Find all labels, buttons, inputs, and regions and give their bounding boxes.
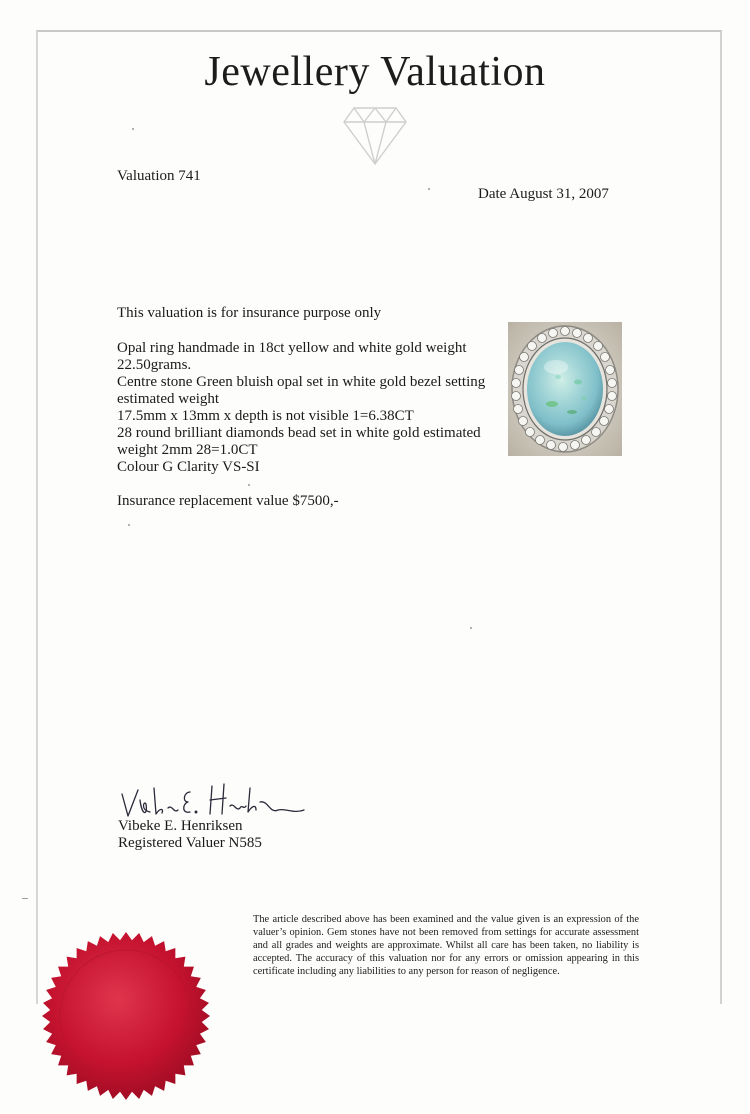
description-line: Centre stone Green bluish opal set in white gold bezel setting (117, 374, 486, 390)
opal-ring-photo (508, 322, 622, 456)
valuer-registration: Registered Valuer N585 (118, 835, 262, 851)
description-line: Colour G Clarity VS-SI (117, 459, 260, 475)
valuation-number: Valuation 741 (117, 168, 201, 184)
disclaimer-text: The article described above has been examined and the value given is an expression of the valuer’s opinion. Gem stones have not been removed from settings for accurate assessment and all grades and weights are approximate. Whilst all care has been taken, no liability is accepted. The accuracy of this valuation nor for any errors or omission appearing in this certificate including any liabilities to any person for reason of negligence. (253, 914, 639, 977)
description-line: weight 2mm 28=1.0CT (117, 442, 258, 458)
insurance-value: Insurance replacement value $7500,- (117, 493, 339, 509)
description-line: 28 round brilliant diamonds bead set in white gold estimated (117, 425, 481, 441)
seal-shape (42, 932, 210, 1100)
description-line: 17.5mm x 13mm x depth is not visible 1=6.38CT (117, 408, 414, 424)
description-line: 22.50grams. (117, 357, 192, 373)
diamond-icon (342, 104, 408, 166)
valuation-date: Date August 31, 2007 (478, 186, 609, 202)
red-wax-seal (40, 930, 212, 1102)
description-line: estimated weight (117, 391, 220, 407)
description-line: Opal ring handmade in 18ct yellow and white gold weight (117, 340, 467, 356)
item-description (117, 340, 517, 476)
valuation-purpose: This valuation is for insurance purpose only (117, 305, 382, 321)
document-title: Jewellery Valuation (204, 49, 546, 95)
valuer-name: Vibeke E. Henriksen (118, 818, 243, 834)
